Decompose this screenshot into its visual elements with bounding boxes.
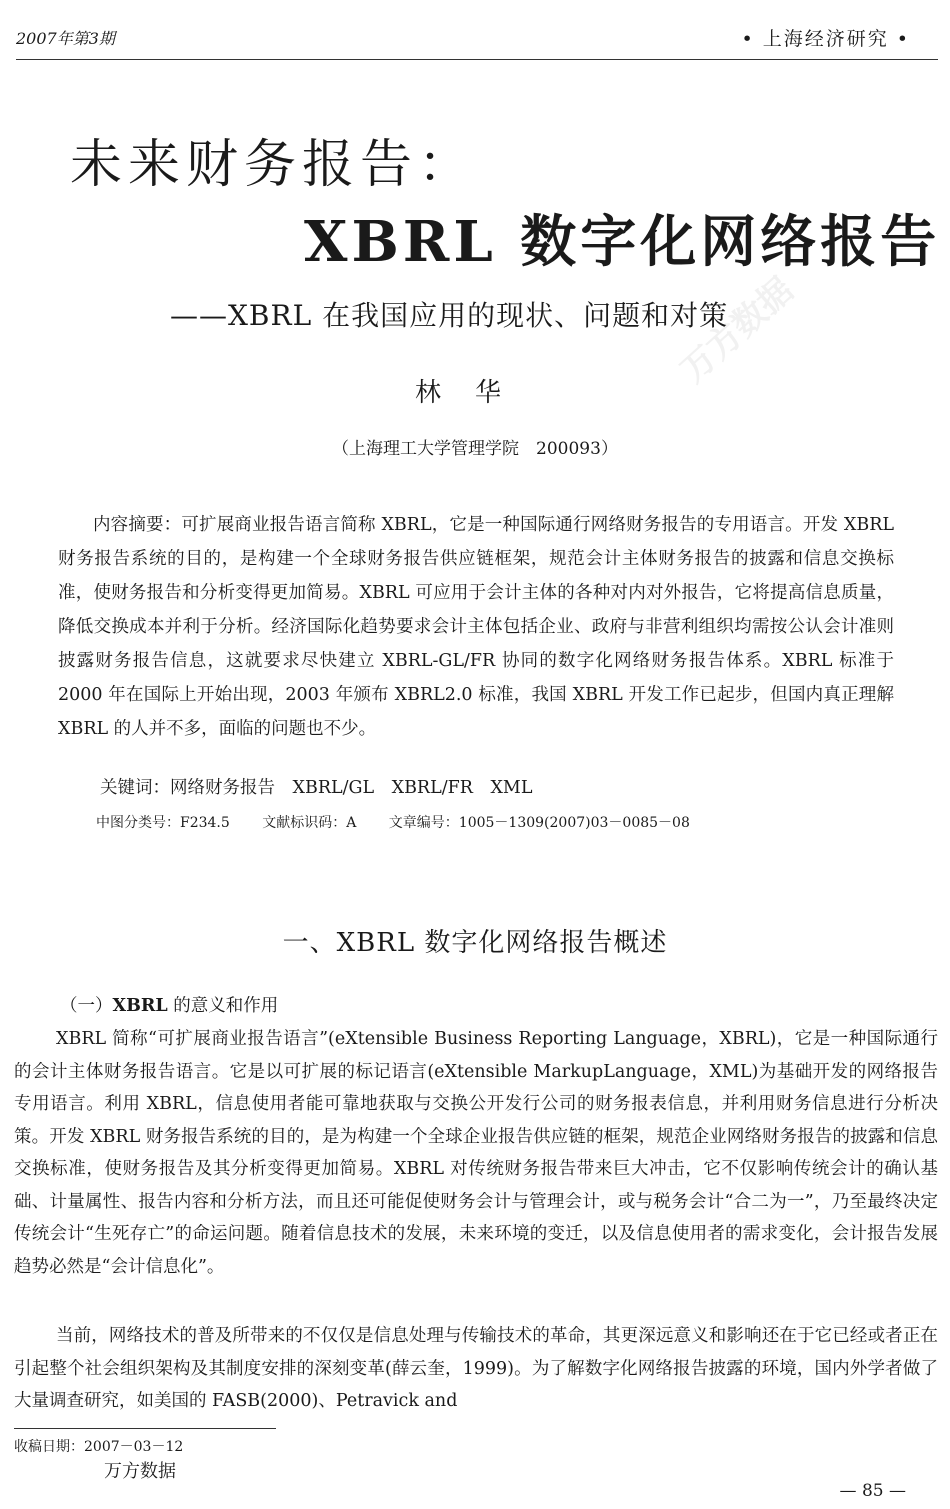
abstract-label: 内容摘要： xyxy=(93,515,182,535)
affiliation: （上海理工大学管理学院 200093） xyxy=(332,439,618,459)
footnote-rule xyxy=(14,1428,276,1429)
subsection-heading xyxy=(60,992,278,1017)
title-line-1: 未来财务报告： xyxy=(70,135,477,195)
footnote: 收稿日期：2007－03－12 xyxy=(14,1439,184,1455)
watermark-text: 万方数据 xyxy=(104,1461,176,1482)
subsection-rest: 的意义和作用 xyxy=(167,996,279,1016)
abstract xyxy=(58,508,894,746)
title-line-2: XBRL 数字化网络报告 xyxy=(304,209,941,275)
subsection-bold: XBRL xyxy=(112,996,168,1016)
subsection-number: （一） xyxy=(60,996,113,1016)
journal-issue: 2007年第3期 xyxy=(16,29,115,48)
subtitle: ——XBRL 在我国应用的现状、问题和对策 xyxy=(170,299,729,332)
author: 林华 xyxy=(414,378,535,408)
page-number: — 85 — xyxy=(839,1481,906,1501)
keywords-label: 关键词： xyxy=(100,778,170,798)
section-heading: 一、XBRL 数字化网络报告概述 xyxy=(282,928,668,958)
keywords-items: 网络财务报告 XBRL/GL XBRL/FR XML xyxy=(170,778,533,798)
body-paragraph-2: 当前，网络技术的普及所带来的不仅仅是信息处理与传输技术的革命，其更深远意义和影响还在于它已经或者正在引起整个社会组织架构及其制度安排的深刻变革(薛云奎，1999)。为了解数字化网络报告披露的环境，国内外学者做了大量调查研究，如美国的 FASB(2000)、Petravick and xyxy=(14,1326,938,1411)
header-rule xyxy=(16,59,938,60)
classification-line: 中图分类号：F234.5 文献标识码：A 文章编号：1005－1309(2007)03－0085－08 xyxy=(96,815,690,831)
abstract-text: 可扩展商业报告语言简称 XBRL，它是一种国际通行网络财务报告的专用语言。开发 XBRL 财务报告系统的目的，是构建一个全球财务报告供应链框架，规范会计主体财务报告的披露和信息交换标准，使财务报告和分析变得更加简易。XBRL 可应用于会计主体的各种对内对外报告，它将提高信息质量，降低交换成本并利于分析。经济国际化趋势要求会计主体包括企业、政府与非营利组织均需按公认会计准则披露财务报告信息，这就要求尽快建立 XBRL-GL/FR 协同的数字化网络财务报告体系。XBRL 标准于 2000 年在国际上开始出现，2003 年颁布 XBRL2.0 标准，我国 XBRL 开发工作已起步，但国内真正理解 XBRL 的人并不多，面临的问题也不少。 xyxy=(58,515,895,739)
keywords xyxy=(100,774,532,799)
body-paragraph-1: XBRL 简称“可扩展商业报告语言”(eXtensible Business Reporting Language，XBRL)，它是一种国际通行的会计主体财务报告语言。它是以可扩展的标记语言(eXtensible MarkupLanguage，XML)为基础开发的网络报告专用语言。利用 XBRL，信息使用者能可靠地获取与交换公开发行公司的财务报表信息，并利用财务信息进行分析决策。开发 XBRL 财务报告系统的目的，是为构建一个全球企业报告供应链的框架，规范企业网络财务报告的披露和信息交换标准，使财务报告及其分析变得更加简易。XBRL 对传统财务报告带来巨大冲击，它不仅影响传统会计的确认基础、计量属性、报告内容和分析方法，而且还可能促使财务会计与管理会计，或与税务会计“合二为一”，乃至最终决定传统会计“生死存亡”的命运问题。随着信息技术的发展，未来环境的变迁，以及信息使用者的需求变化，会计报告发展趋势必然是“会计信息化”。 xyxy=(14,1029,938,1277)
journal-name: • 上海经济研究 • xyxy=(741,28,910,50)
watermark-logo: 万方数据 xyxy=(673,269,802,391)
